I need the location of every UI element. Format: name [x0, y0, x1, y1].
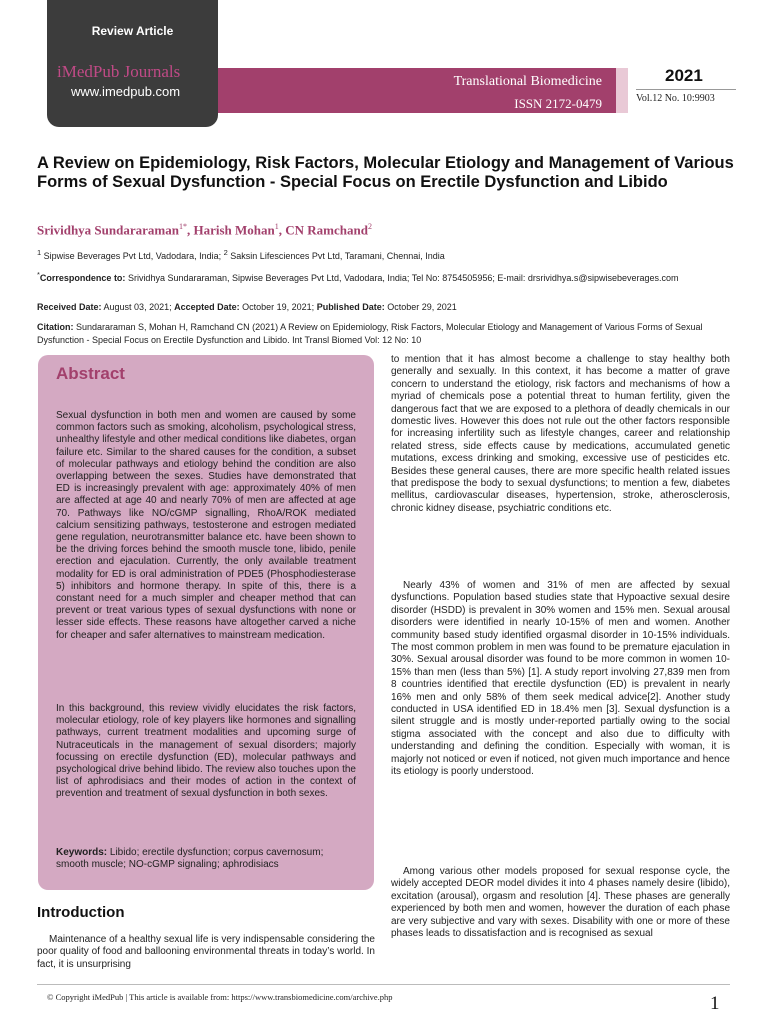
abstract-paragraph: Sexual dysfunction in both men and women are caused by some common factors such as smoking, alcoholism, psychological stress, unhealthy lifestyle and other medical conditions like diabetes, organ failure etc. Similar to the shared causes for the condition, a subset of molecular pathways and etiology behind the condition are also overlapping between the sexes. Studies have demonstrated that ED is increasingly prevalent with age: approximately 40% of men are affected at age 40 and nearly 70% of men are affected at age 70. Pathways like NO/cGMP signalling, RhoA/ROK mediated calcium sensitizing pathways, testosterone and estrogen mediated gene regulation, neurotransmitter balance etc. have been shown to be the driving forces behind the smooth muscle tone, libido, penile erection and ejaculation. Currently, the only available treatment modality for ED is oral administration of PDE5 (Phosphodiesterase 5) inhibitors and hormone therapy. In spite of this, there is a constant need for a much simpler and cheaper method that can prevent or treat various types of sexual dysfunctions with none or lesser side effects. These reasons have altogether carved a niche for cheaper and safer alternatives to mainstream medication. — [56, 410, 356, 641]
aff-sup: 2 — [223, 248, 228, 257]
body-paragraph: Among various other models proposed for sexual response cycle, the widely accepted DEOR model divides it into 4 phases namely desire (libido), excitation (arousal), orgasm and resolution [4]. These phases are generally experienced by both men and women, however the duration of each phase are very subjective and vary with sexes. Disability with one or more of these phases leads to dissatisfaction and is recognised as sexual — [391, 866, 730, 940]
citation — [37, 321, 732, 347]
author-list — [37, 222, 372, 238]
accepted-label: Accepted Date: — [174, 302, 240, 312]
journal-url[interactable]: www.imedpub.com — [71, 84, 181, 99]
corr-label: Correspondence to: — [39, 273, 126, 283]
author-name: CN Ramchand — [285, 222, 368, 238]
footer-copyright: © Copyright iMedPub | This article is available from: https://www.transbiomedicine.com/archive.php — [47, 992, 393, 1002]
accepted-date: October 19, 2021; — [239, 302, 317, 312]
volume-info: Vol.12 No. 10:9903 — [636, 93, 715, 104]
citation-label: Citation: — [37, 322, 74, 332]
body-paragraph: to mention that it has almost become a challenge to stay healthy both generally and sexually. In this context, it has become a matter of grave concern to understand the etiology, risk factors and mechanisms of how a myriad of chemicals pose a potential threat to human fertility, given the dangerous fact that we are exposed to a plethora of deadly chemicals in our domestic lives. However this does not rule out the other factors responsible for increasing infertility such as lifestyle changes, career and relationship related stress, side effects cause by medications, accumulated genetic mutations, excess drinking and smoking, excessive use of pesticides etc. Besides these general causes, there are more specific health related issues that predispose the body to sexual dysfunctions; to mention a few, diabetes mellitus, cardiovascular diseases, hypertension, stroke, atherosclerosis, chronic kidney disease, psychiatric conditions etc. — [391, 354, 730, 514]
abstract-paragraph: In this background, this review vividly elucidates the risk factors, molecular etiology, role of key players like hormones and signalling pathways, current treatment modalities and upcoming surge of Nutraceuticals in the management of sexual disorders; majorly focussing on erectile dysfunction (ED), molecular pathways and psychological drive behind libido. The review also touches upon the list of aphrodisiacs and their modes of action in the context of prevention and treatment of sexual dysfunction in both sexes. — [56, 703, 356, 800]
body-paragraph: Nearly 43% of women and 31% of men are affected by sexual dysfunctions. Population based studies state that Hypoactive sexual desire disorder (HSDD) is prevalent in 30% women and 15% men. Sexual arousal disorders were identified in nearly 10-15% of men and women. Another community based study identified orgasmal disorder in 10-15% individuals. The most common problem in men was found to be premature ejaculation in 30%. Sexual arousal disorder was found to be more common in women 10-15% than men (less than 5%) [1]. A study report involving 27,839 men from 8 countries identified that erectile dysfunction (ED) is prevalent in nearly 16% men and only 58% of them seek medical advice[2]. Another study conducted in USA identified ED in 18.4% men [3]. Sexual dysfunction is a silent struggle and is mostly under-reported partially owing to the social stigma associated with the concept and also due to difficulty with understanding and defining the condition. Especially with woman, it is majorly not noticed or even if noticed, not given much importance and hence its etiology is poorly understood. — [391, 580, 730, 778]
abstract-box — [38, 355, 374, 890]
aff-text: Sipwise Beverages Pvt Ltd, Vadodara, India; — [41, 251, 224, 261]
band-accent — [616, 68, 628, 113]
received-date: August 03, 2021; — [101, 302, 175, 312]
article-dates — [37, 302, 457, 312]
author-sep: , — [186, 222, 194, 238]
header-tab — [47, 0, 218, 127]
keywords-label: Keywords: — [56, 847, 108, 858]
keywords-text: Libido; erectile dysfunction; corpus cavernosum; smooth muscle; NO-cGMP signaling; aphrodisiacs — [56, 847, 324, 871]
keywords — [56, 847, 356, 871]
abstract-heading: Abstract — [56, 364, 125, 383]
introduction-heading: Introduction — [37, 904, 125, 921]
published-label: Published Date: — [316, 302, 385, 312]
published-date: October 29, 2021 — [384, 302, 457, 312]
author-sup: 2 — [367, 222, 372, 231]
year-divider — [636, 89, 736, 90]
correspondence — [37, 268, 730, 285]
body-column-right — [391, 354, 730, 940]
author-sup: 1 — [274, 222, 279, 231]
citation-text: Sundararaman S, Mohan H, Ramchand CN (2021) A Review on Epidemiology, Risk Factors, Molecular Etiology and Management of Various Forms of Sexual Dysfunction - Special Focus on Erectile Dysfunction and Libido. Int Transl Biomed Vol: 12 No: 10 — [37, 322, 703, 345]
article-title: A Review on Epidemiology, Risk Factors, Molecular Etiology and Management of Various Forms of Sexual Dysfunction - Special Focus on Erectile Dysfunction and Libido — [37, 154, 734, 191]
author-name: Srividhya Sundararaman — [37, 222, 179, 238]
page-number: 1 — [710, 993, 720, 1014]
journal-name: Translational Biomedicine — [453, 74, 602, 89]
journal-brand: iMedPub Journals — [57, 62, 181, 81]
footer-divider — [37, 984, 730, 985]
affiliations — [37, 248, 445, 261]
journal-issn: ISSN 2172-0479 — [514, 96, 602, 111]
corr-text: Srividhya Sundararaman, Sipwise Beverages Pvt Ltd, Vadodara, India; Tel No: 8754505956; E-mail: drsrividhya.s@sipwisebeverages.com — [125, 273, 679, 283]
author-sup: 1* — [178, 222, 187, 231]
article-type: Review Article — [91, 24, 174, 38]
publication-year: 2021 — [665, 66, 703, 85]
author-name: Harish Mohan — [193, 222, 275, 238]
aff-sup: 1 — [37, 248, 42, 257]
author-sep: , — [278, 222, 286, 238]
journal-band — [218, 68, 616, 113]
introduction-paragraph: Maintenance of a healthy sexual life is very indispensable considering the poor quality of food and ballooning environmental threats in today’s world. In fact, it is unsurprising — [37, 934, 375, 970]
received-label: Received Date: — [37, 302, 102, 312]
aff-text: Saksin Lifesciences Pvt Ltd, Taramani, Chennai, India — [227, 251, 445, 261]
corr-sup: * — [37, 270, 40, 279]
